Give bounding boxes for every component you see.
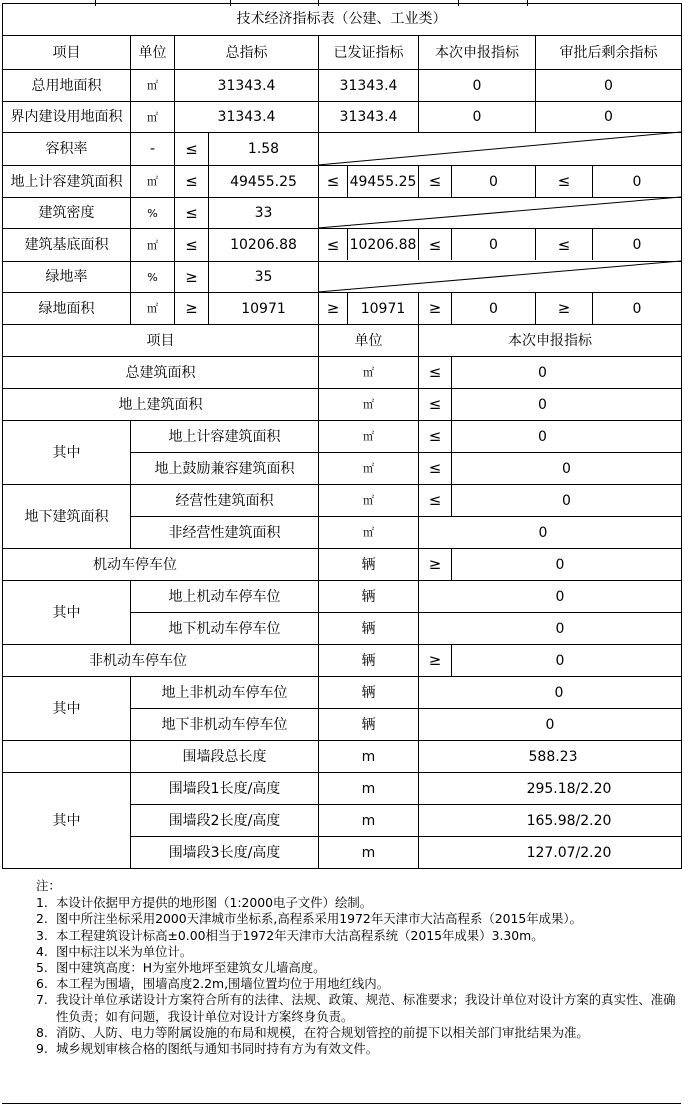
total-land-remaining: 0 [604,77,613,94]
green-rate-label: 绿地率 [45,269,88,285]
green-area-total: 10971 [241,300,286,317]
wall1-value: 295.18/2.20 [526,780,612,797]
base-area-this-report: 0 [489,237,498,253]
note-item [36,944,681,960]
table-title: 技术经济指标表（公建、工业类） [236,11,447,27]
total-land-this-report: 0 [472,77,482,94]
base-area-label: 建筑基底面积 [24,237,109,253]
header-issued: 已发证指标 [333,44,404,61]
note-text: 城乡规划审核合格的图纸与通知书同时持有方为有效文件。 [56,1041,379,1057]
note-item [36,960,681,976]
nonmotor-parking-unit: 辆 [361,652,376,669]
nonmotor-parking-label: 非机动车停车位 [89,652,187,669]
grid-line [2,868,681,869]
note-number: 4. [36,943,48,959]
note-text: 图中所注坐标采用2000天津城市坐标系,高程系采用1972年天津市大沽高程系（2015年成果）。 [56,911,583,927]
wall-total-value: 588.23 [528,748,578,765]
motor-parking-label: 机动车停车位 [93,556,177,573]
above-far-label: 地上计容建筑面积 [168,428,281,445]
note-text: 图中建筑高度：H为室外地坪至建筑女儿墙高度。 [56,960,326,976]
green-area-op: ≥ [185,299,198,317]
motor-above-value: 0 [555,588,565,605]
note-item [36,976,681,992]
diagonal-line [318,261,681,292]
green-rate-op: ≥ [185,267,198,286]
above-far-area-unit: ㎡ [147,175,158,188]
green-area-issued-op: ≥ [326,299,340,317]
nonmotor-under-label: 地下非机动车停车位 [161,716,288,733]
note-number: 3. [36,927,48,943]
above-bonus-op: ≤ [428,459,442,477]
density-op: ≤ [185,203,198,222]
above-floor-value: 0 [538,396,547,413]
base-area-issued-op: ≤ [326,235,340,254]
base-area-issued: 10206.88 [349,237,417,253]
motor-under-value: 0 [555,620,565,637]
total-floor-op: ≤ [428,363,442,381]
note-text: 图中标注以米为单位计。 [56,943,193,959]
far-unit: - [149,141,156,157]
lower-header-this-report: 本次申报指标 [508,332,592,349]
above-group-label: 其中 [52,444,81,461]
above-far-area-this-report: 0 [489,173,498,190]
header-this-report: 本次申报指标 [435,44,519,61]
green-area-this-op: ≥ [428,299,442,317]
under-noncommercial-unit: ㎡ [363,526,374,539]
above-bonus-unit: ㎡ [363,462,374,475]
total-land-unit: ㎡ [147,79,158,92]
motor-parking-value: 0 [555,556,565,573]
diagonal-line [318,197,681,228]
under-commercial-label: 经营性建筑面积 [175,492,274,509]
motor-group-label: 其中 [52,604,81,621]
far-total: 1.58 [247,141,280,157]
inner-land-total: 31343.4 [217,109,276,125]
density-unit: % [147,206,158,220]
total-land-total: 31343.4 [217,77,276,94]
inner-land-issued: 31343.4 [339,109,398,125]
total-floor-unit: ㎡ [363,366,374,379]
above-far-op: ≤ [428,427,442,445]
green-area-remain-op: ≥ [557,299,571,317]
wall3-value: 127.07/2.20 [526,844,612,861]
nonmotor-above-value: 0 [554,684,564,701]
base-area-total: 10206.88 [230,237,297,253]
under-commercial-unit: ㎡ [363,494,374,507]
note-item [36,992,681,1024]
green-area-issued: 10971 [360,300,406,317]
above-far-area-issued: 49455.25 [349,173,417,190]
under-floor-label: 地下建筑面积 [24,508,109,525]
nonmotor-above-unit: 辆 [361,684,376,701]
note-item [36,928,681,944]
note-number: 1. [36,895,48,911]
note-item [36,895,681,911]
far-op: ≤ [185,139,198,158]
note-number: 7. [36,992,48,1008]
density-total: 33 [254,205,273,221]
density-label: 建筑密度 [38,205,95,221]
nonmotor-group-label: 其中 [52,700,81,717]
total-land-label: 总用地面积 [31,77,102,94]
above-far-area-issued-op: ≤ [326,172,340,190]
base-area-this-op: ≤ [428,235,442,254]
wall1-unit: m [361,780,376,797]
inner-land-remaining: 0 [604,109,613,125]
motor-parking-op: ≥ [428,555,442,573]
grid-line [2,1103,681,1104]
wall2-label: 围墙段2长度/高度 [168,812,281,829]
wall-total-unit: m [361,748,376,765]
wall2-unit: m [361,812,376,829]
diagonal-line [318,132,681,165]
lower-header-unit: 单位 [354,332,383,349]
note-number: 9. [36,1041,48,1057]
note-number: 2. [36,911,48,927]
above-bonus-label: 地上鼓励兼容建筑面积 [154,460,295,477]
note-number: 5. [36,960,48,976]
green-area-remaining: 0 [632,300,642,317]
motor-above-unit: 辆 [361,588,376,605]
above-bonus-value: 0 [562,460,571,477]
grid-line [2,3,681,4]
header-total: 总指标 [225,44,268,61]
green-rate-total: 35 [254,269,273,285]
grid-line [681,3,682,869]
note-text: 消防、人防、电力等附属设施的布局和规模，在符合规划管控的前提下以相关部门审批结果为准。 [56,1024,589,1040]
wall1-label: 围墙段1长度/高度 [168,780,281,797]
under-noncommercial-label: 非经营性建筑面积 [168,524,281,541]
under-commercial-value: 0 [562,492,571,509]
above-far-value: 0 [538,428,547,445]
note-number: 6. [36,976,48,992]
above-far-area-remain-op: ≤ [557,172,571,190]
total-land-issued: 31343.4 [339,77,398,94]
note-text: 本工程建筑设计标高±0.00相当于1972年天津市大沽高程系统（2015年成果）3.30m。 [56,927,544,943]
note-text: 我设计单位承诺设计方案符合所有的法律、法规、政策、规范、标准要求；我设计单位对设计方案的真实性、准确性负责；如有问题，我设计单位对设计方案终身负责。 [56,992,676,1024]
nonmotor-above-label: 地上非机动车停车位 [161,684,288,701]
nonmotor-under-unit: 辆 [361,716,376,733]
motor-under-label: 地下机动车停车位 [168,620,281,637]
under-commercial-op: ≤ [428,491,442,509]
note-text: 本工程为围墙，围墙高度2.2m,围墙位置均位于用地红线内。 [56,976,390,992]
note-item [36,1025,681,1041]
under-noncommercial-value: 0 [538,524,548,541]
notes-title: 注： [36,878,61,893]
far-label: 容积率 [45,141,88,157]
nonmotor-parking-op: ≥ [428,651,442,669]
total-floor-label: 总建筑面积 [125,364,196,381]
base-area-remaining: 0 [632,237,642,253]
nonmotor-parking-value: 0 [555,652,565,669]
nonmotor-under-value: 0 [545,716,555,733]
header-item: 项目 [52,44,81,61]
green-area-label: 绿地面积 [38,300,95,317]
green-area-unit: ㎡ [147,302,158,315]
note-item [36,911,681,927]
note-item [36,1041,681,1057]
inner-land-unit: ㎡ [147,110,158,124]
header-unit: 单位 [138,44,167,61]
base-area-unit: ㎡ [147,238,158,252]
total-floor-value: 0 [538,364,547,381]
note-text: 本设计依据甲方提供的地形图（1:2000电子文件）绘制。 [56,895,373,911]
wall-group-label: 其中 [52,812,81,829]
above-far-area-op: ≤ [185,172,198,190]
above-floor-unit: ㎡ [363,398,374,411]
motor-parking-unit: 辆 [361,556,376,573]
above-floor-op: ≤ [428,395,442,413]
note-number: 8. [36,1024,48,1040]
above-far-area-this-op: ≤ [428,172,442,190]
green-rate-unit: % [147,270,158,284]
above-far-unit: ㎡ [363,430,374,443]
above-far-area-total: 49455.25 [230,173,297,190]
base-area-remain-op: ≤ [557,235,571,254]
wall2-value: 165.98/2.20 [526,812,612,829]
inner-land-this-report: 0 [472,109,482,125]
base-area-op: ≤ [185,235,198,254]
motor-under-unit: 辆 [361,620,376,637]
wall3-unit: m [361,844,376,861]
above-floor-label: 地上建筑面积 [118,396,203,413]
above-far-area-remaining: 0 [632,173,642,190]
header-remaining: 审批后剩余指标 [559,44,658,61]
above-far-area-label: 地上计容建筑面积 [10,173,123,190]
notes-block [36,878,681,1057]
motor-above-label: 地上机动车停车位 [168,588,281,605]
inner-land-label: 界内建设用地面积 [10,109,123,125]
wall-total-label: 围墙段总长度 [182,748,267,765]
green-area-this-report: 0 [489,300,498,317]
wall3-label: 围墙段3长度/高度 [168,844,281,861]
lower-header-item: 项目 [146,332,175,349]
